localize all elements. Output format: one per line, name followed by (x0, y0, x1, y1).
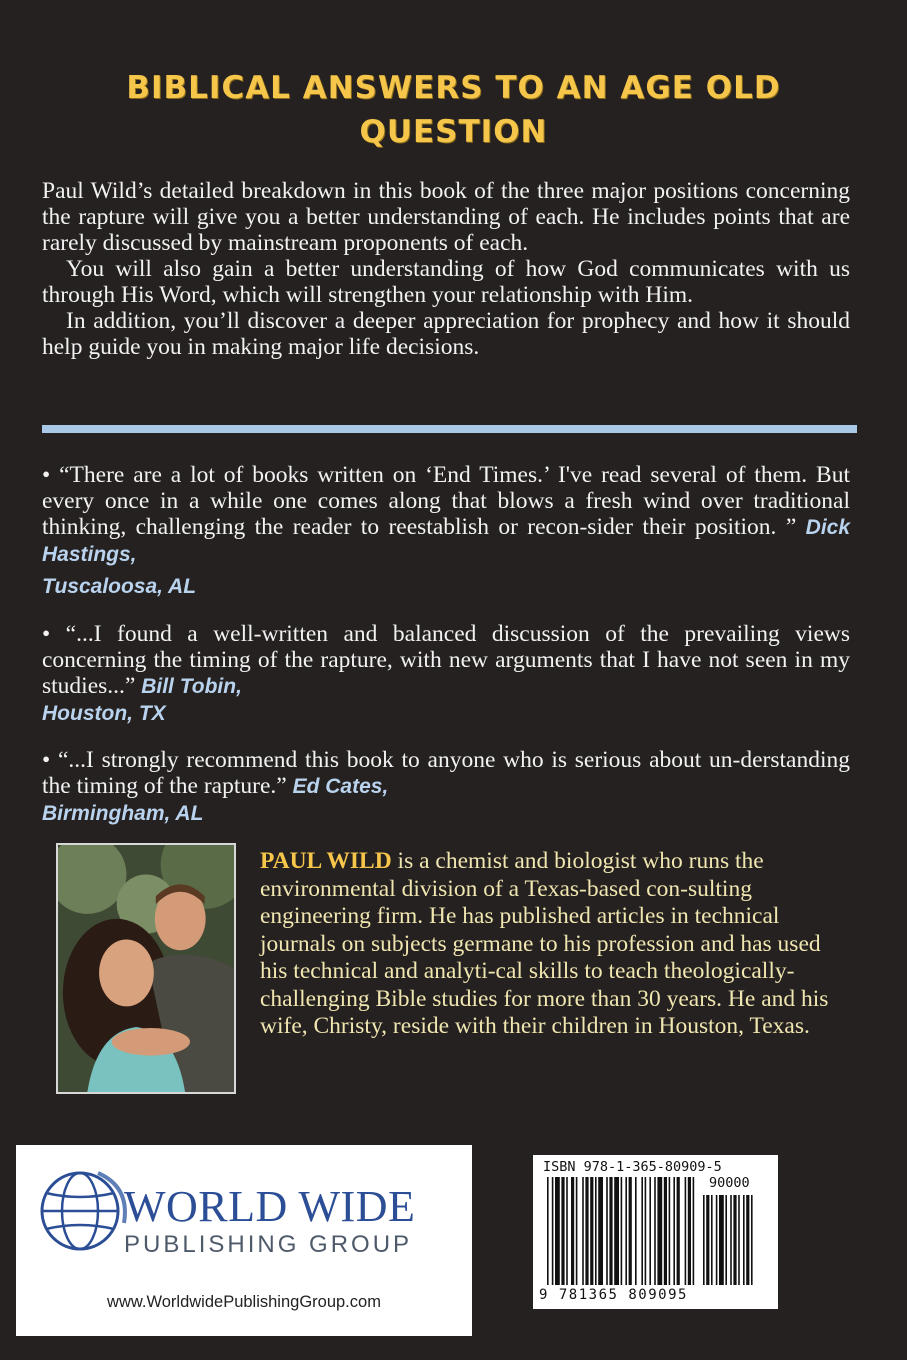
testimonial-author: Dick Hastings, (42, 516, 851, 566)
publisher-url[interactable]: www.WorldwidePublishingGroup.com (107, 1293, 381, 1311)
headline-line-1: BIBLICAL ANSWERS TO AN AGE OLD (126, 70, 781, 106)
testimonial-author: Ed Cates, (292, 775, 389, 798)
testimonial-text: • “...I found a well-written and balanced discussion of the prevailing views concerning the timing of the rapture, with new arguments that I have not seen in my studies...” (42, 621, 850, 699)
testimonial-1 (42, 462, 850, 606)
testimonial-text: • “There are a lot of books written on ‘End Times.’ I've read several of them. But every once in a while one comes along that blows a fresh wind over traditional thinking, challenging the reader to reestablish or recon-sider their position. ” (42, 462, 850, 540)
author-bio-text: is a chemist and biologist who runs the environmental division of a Texas-based con-sulting engineering firm. He has published articles in technical journals on subjects germane to his profession and has used his technical and analyti-cal skills to teach theologically-challenging Bible studies for more than 30 years. He and his wife, Christy, reside with their children in Houston, Texas. (260, 848, 829, 1039)
intro-text (42, 178, 850, 360)
testimonial-2 (42, 621, 850, 727)
barcode-bars (533, 1155, 778, 1309)
price-code: 90000 (709, 1175, 750, 1191)
headline-line-2: QUESTION (359, 114, 548, 150)
isbn-label: ISBN 978-1-365-80909-5 (543, 1159, 722, 1175)
testimonial-location: Houston, TX (42, 702, 166, 725)
testimonial-author: Bill Tobin, (141, 675, 242, 698)
divider-bar (42, 425, 857, 433)
intro-paragraph-2: You will also gain a better understanding of how God communicates with us through His Word, which will strengthen your relationship with Him. (42, 256, 850, 308)
author-photo (56, 843, 236, 1094)
publisher-subtitle: PUBLISHING GROUP (124, 1231, 413, 1258)
author-name: PAUL WILD (260, 848, 392, 874)
isbn-barcode (533, 1155, 778, 1309)
intro-paragraph-3: In addition, you’ll discover a deeper appreciation for prophecy and how it should help guide you in making major life decisions. (42, 308, 850, 360)
globe-icon (38, 1167, 130, 1253)
testimonial-text: • “...I strongly recommend this book to anyone who is serious about un-derstanding the timing of the rapture.” (42, 747, 850, 799)
intro-paragraph-1: Paul Wild’s detailed breakdown in this book of the three major positions concerning the rapture will give you a better understanding of each. He includes points that are rarely discussed by mainstream proponents of each. (42, 178, 850, 256)
publisher-name: WORLD WIDE (124, 1182, 416, 1231)
headline (0, 66, 907, 154)
author-bio (260, 848, 850, 1041)
testimonial-3 (42, 747, 850, 827)
testimonial-location: Tuscaloosa, AL (42, 575, 197, 598)
testimonial-location: Birmingham, AL (42, 802, 204, 825)
publisher-logo-box (16, 1145, 472, 1336)
barcode-digits: 9 781365 809095 (539, 1287, 688, 1303)
